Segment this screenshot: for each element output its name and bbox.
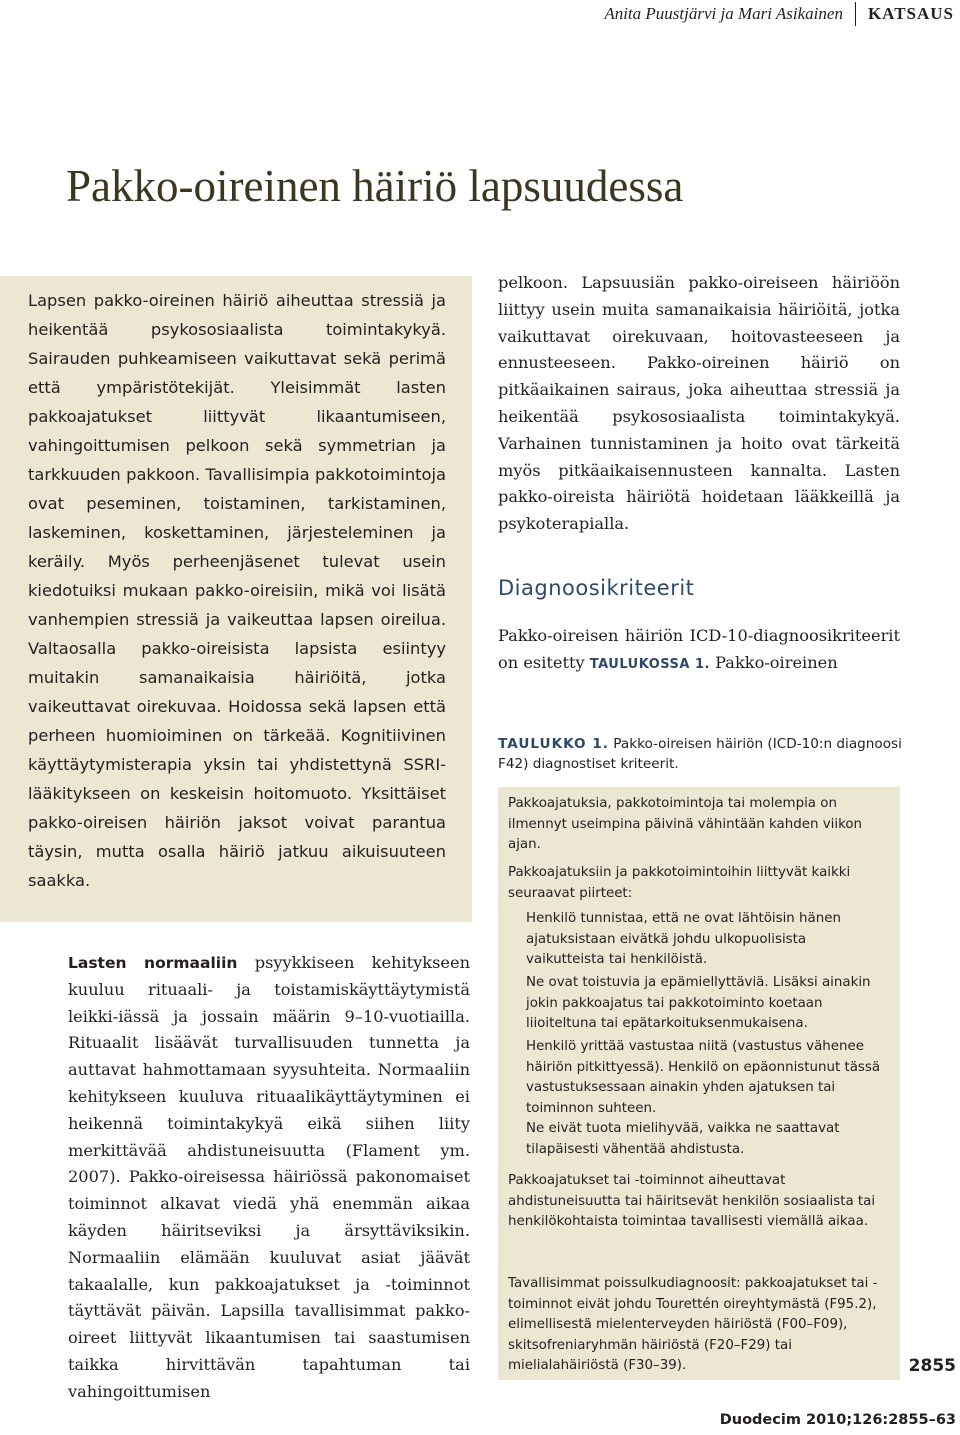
table-reference-link[interactable]: TAULUKOSSA 1.	[589, 656, 710, 672]
right-column-body: pelkoon. Lapsuusiän pakko-oireiseen häiriöön liittyy usein muita samanaikaisia häiriöitä, jotka vaikuttavat oirekuvaan, hoitovasteeseen ja ennusteeseen. Pakko-oireinen häiriö on pitkäaikainen sairaus, joka aiheuttaa stressiä ja heikentää psykososiaalista toimintakykyä. Varhainen tunnistaminen ja hoito ovat tärkeitä myös pitkäaikaisennusteen kannalta. Lasten pakko-oireista häiriötä hoidetaan lääkkeillä ja psykoterapialla.	[498, 273, 900, 534]
criterion-b-item: Ne eivät tuota mielihyvää, vaikka ne saattavat tilapäisesti vähentää ahdistusta.	[526, 1121, 840, 1157]
abstract-text: Lapsen pakko-oireinen häiriö aiheuttaa stressiä ja heikentää psykososiaalista toimintakykyä. Sairauden puhkeamiseen vaikuttavat sekä perimä että ympäristötekijät. Yleisimmät lasten pakkoajatukset liittyvät likaantumiseen, vahingoittumisen pelkoon sekä symmetrian ja tarkkuuden pakkoon. Tavallisimpia pakkotoimintoja ovat peseminen, toistaminen, tarkistaminen, laskeminen, koskettaminen, järjesteleminen ja keräily. Myös perheenjäsenet tulevat usein kiedotuiksi mukaan pakko-oireisiin, mikä voi lisätä vanhempien stressiä ja vaikeuttaa lapsen oireilua. Valtaosalla pakko-oireisista lapsista esiintyy muitakin samanaikaisia häiriöitä, jotka vaikeuttavat oirekuvaa. Hoidossa sekä lapsen että perheen huomioiminen on tärkeää. Kognitiivinen käyttäytymisterapia yksin tai yhdistettynä SSRI-lääkitykseen on keskeisin hoitomuoto. Yksittäiset pakko-oireisen häiriön jaksot voivat parantua täysin, mutta osalla häiriö jatkuu aikuisuuteen saakka.	[28, 291, 446, 890]
running-header-section: KATSAUS	[867, 4, 954, 23]
article-title: Pakko-oireinen häiriö lapsuudessa	[66, 161, 684, 211]
criterion-b-item: Henkilö tunnistaa, että ne ovat lähtöisin hänen ajatuksistaan eivätkä johdu ulkopuolisista vaikutteista tai henkilöistä.	[526, 911, 841, 967]
criterion-b-item: Henkilö yrittää vastustaa niitä (vastustus vähenee häiriön pitkittyessä). Henkilö on epäonnistunut tässä vastustuksessaan ainakin yhden ajatuksen tai toiminnon suhteen.	[526, 1039, 881, 1116]
criterion-a: Pakkoajatuksia, pakkotoimintoja tai molempia on ilmennyt useimpina päivinä vähintään kahden viikon ajan.	[508, 796, 863, 852]
running-header	[604, 2, 960, 26]
abstract-box	[0, 276, 472, 922]
section-heading: Diagnoosikriteerit	[498, 576, 695, 600]
lead-in: Lasten normaaliin	[68, 954, 238, 972]
table-label: TAULUKKO 1.	[498, 736, 609, 752]
criterion-b: Pakkoajatuksiin ja pakkotoimintoihin liittyvät kaikki seuraavat piirteet:	[508, 865, 851, 901]
running-header-authors: Anita Puustjärvi ja Mari Asikainen	[604, 4, 843, 23]
journal-reference: Duodecim 2010;126:2855–63	[719, 1412, 956, 1428]
table-caption-text: Pakko-oireisen häiriön (ICD-10:n diagnoosi F42) diagnostiset kriteerit.	[498, 736, 902, 772]
criterion-b-item: Ne ovat toistuvia ja epämiellyttäviä. Lisäksi ainakin jokin pakkoajatus tai pakkotoiminto koetaan liioiteltuna tai epätarkoituksenmukaisena.	[526, 975, 871, 1031]
left-column-text: psyykkiseen kehitykseen kuuluu rituaali- ja toistamiskäyttäytymistä leikki-iässä ja jossain määrin 9–10-vuotiailla. Rituaalit lisäävät turvallisuuden tunnetta ja auttavat hahmottamaan syysuhteita. Normaaliin kehitykseen kuuluva rituaalikäyttäytyminen ei heikennä toimintakykyä eikä siihen liity merkittävää ahdistuneisuutta (Flament ym. 2007). Pakko-oireisessa häiriössä pakonomaiset toiminnot alkavat viedä yhä enemmän aikaa käyden häiritseviksi ja ärsyttäviksikin. Normaaliin elämään kuuluvat asiat jäävät takaalalle, kun pakkoajatukset ja -toiminnot täyttävät päivän. Lapsilla tavallisimmat pakko-oireet liittyvät likaantumisen tai saastumisen taikka hirvittävän tapahtuman tai vahingoittumisen	[68, 953, 470, 1401]
left-column-body	[68, 950, 470, 1406]
table-caption	[498, 734, 906, 774]
criteria-table	[498, 787, 900, 1380]
diagnosis-text-after: Pakko-oireinen	[710, 652, 838, 672]
page-number: 2855	[908, 1356, 956, 1376]
criterion-d: Tavallisimmat poissulkudiagnoosit: pakkoajatukset tai -toiminnot eivät johdu Tourettén oireyhtymästä (F95.2), elimellisestä mielenterveyden häiriöstä (F00–F09), skitsofreniaryhmän häiriöstä (F20–F29) tai mielialahäiriöstä (F30–39).	[508, 1276, 878, 1373]
diagnosis-paragraph	[498, 623, 900, 679]
diagnosis-text-before: Pakko-oireisen häiriön ICD-10-diagnoosikriteerit on esitetty	[498, 626, 900, 672]
criterion-c: Pakkoajatukset tai -toiminnot aiheuttavat ahdistuneisuutta tai häiritsevät henkilön sosiaalista tai henkilökohtaista toimintaa tavallisesti viemällä aikaa.	[508, 1173, 876, 1229]
